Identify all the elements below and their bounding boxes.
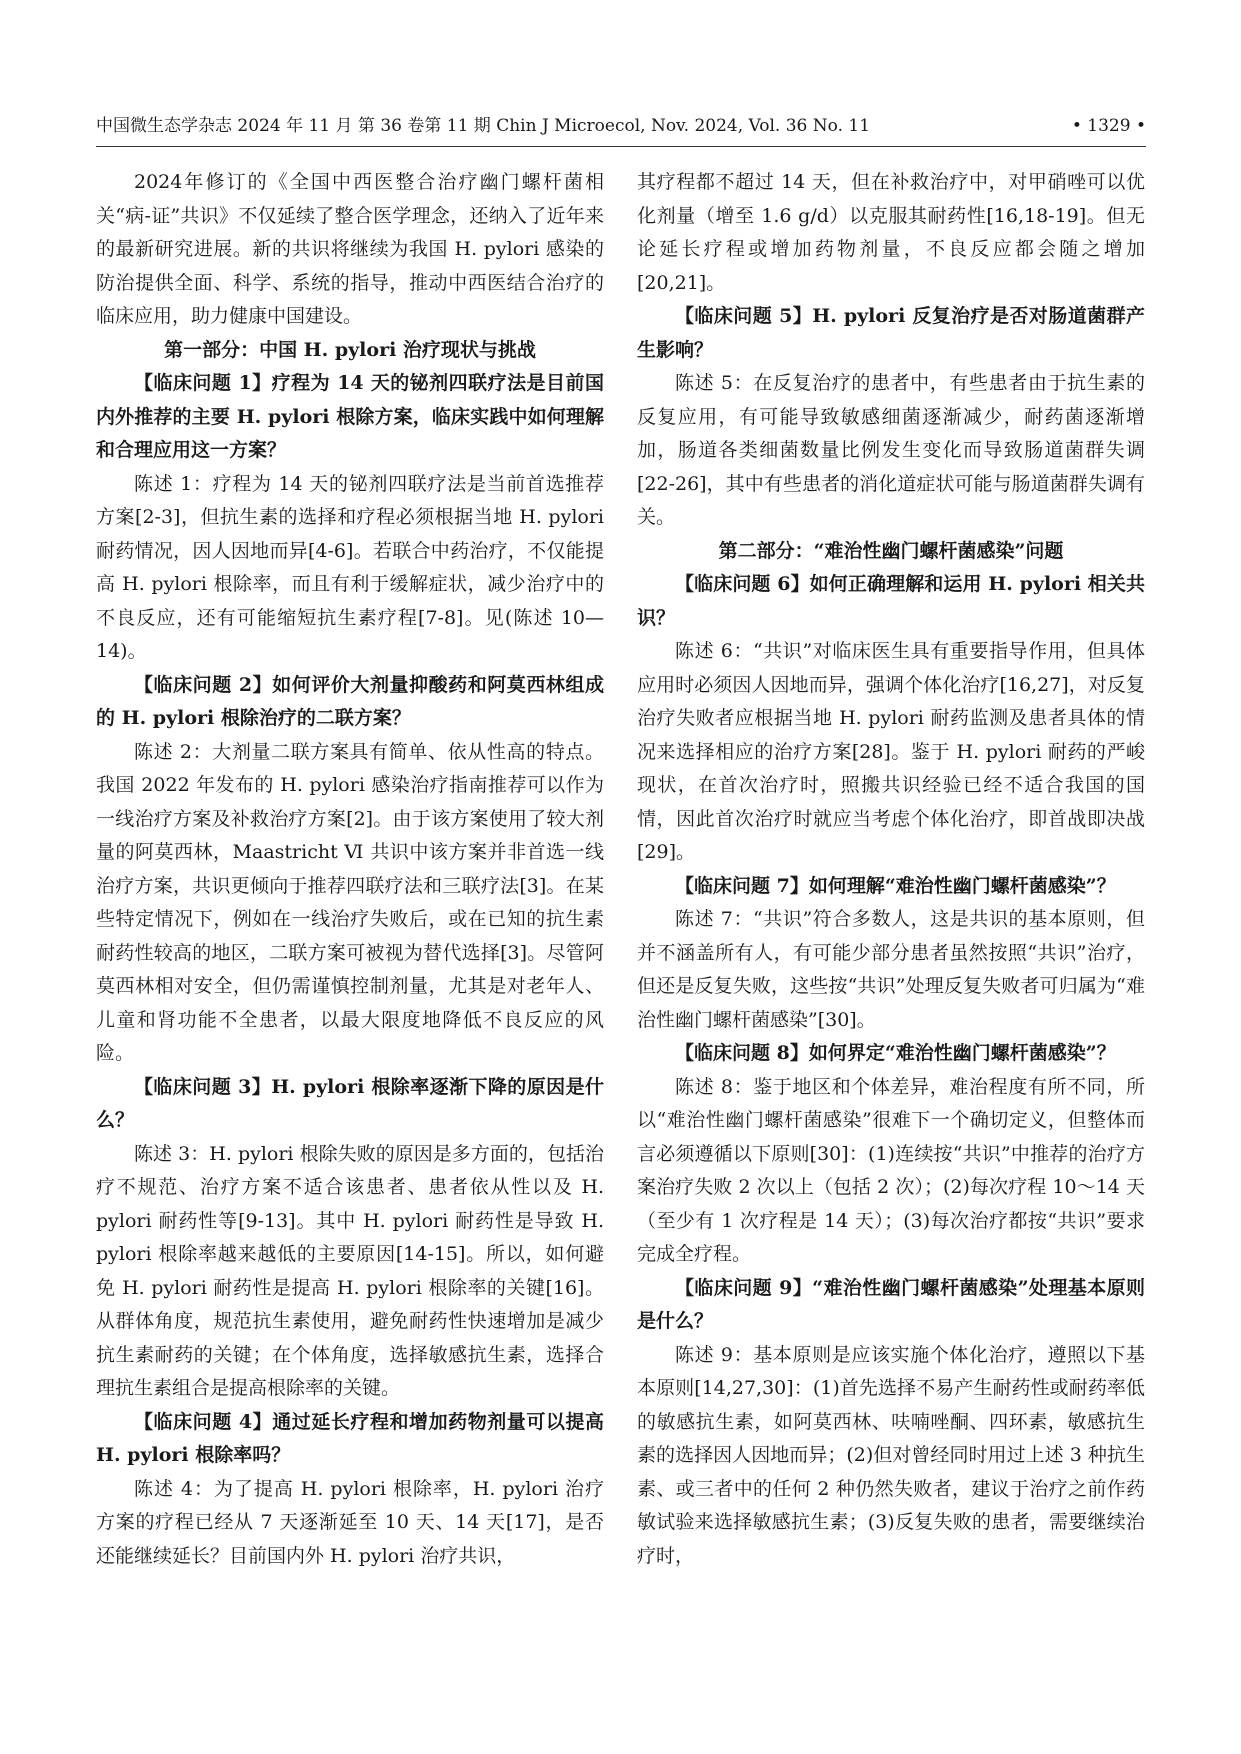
section-heading-part1: 第一部分：中国 H. pylori 治疗现状与挑战 <box>164 338 536 361</box>
statement-9: 陈述 9：基本原则是应该实施个体化治疗，遵照以下基本原则[14,27,30]：(1)首先选择不易产生耐药性或耐药率低的敏感抗生素，如阿莫西林、呋喃唑酮、四环素，敏感抗生素的选择因人因地而异；(2)但对曾经同时用过上述 3 种抗生素、或三者中的任何 2 种仍然失败者，建议于治疗之前作药敏试验来选择敏感抗生素；(3)反复失败的患者，需要继续治疗时， <box>637 1343 1145 1567</box>
clinical-question-3: 【临床问题 3】H. pylori 根除率逐渐下降的原因是什么？ <box>96 1075 604 1131</box>
clinical-question-7: 【临床问题 7】如何理解“难治性幽门螺杆菌感染”？ <box>675 874 1116 897</box>
statement-5: 陈述 5：在反复治疗的患者中，有些患者由于抗生素的反复应用，有可能导致敏感细菌逐渐减少，耐药菌逐渐增加，肠道各类细菌数量比例发生变化而导致肠道菌群失调[22-26]，其中有些患者的消化道症状可能与肠道菌群失调有关。 <box>637 372 1145 528</box>
clinical-question-2: 【临床问题 2】如何评价大剂量抑酸药和阿莫西林组成的 H. pylori 根除治疗的二联方案？ <box>96 673 604 729</box>
header-rule <box>96 146 1146 147</box>
left-column <box>96 166 604 1726</box>
statement-6: 陈述 6：“共识”对临床医生具有重要指导作用，但具体应用时必须因人因地而异，强调个体化治疗[16,27]，对反复治疗失败者应根据当地 H. pylori 耐药监测及患者具体的情况来选择相应的治疗方案[28]。鉴于 H. pylori 耐药的严峻现状，在首次治疗时，照搬共识经验已经不适合我国的国情，因此首次治疗时就应当考虑个体化治疗，即首战即决战[29]。 <box>637 640 1145 863</box>
clinical-question-6: 【临床问题 6】如何正确理解和运用 H. pylori 相关共识？ <box>637 573 1145 629</box>
intro-paragraph: 2024年修订的《全国中西医整合治疗幽门螺杆菌相关“病-证”共识》不仅延续了整合医学理念，还纳入了近年来的最新研究进展。新的共识将继续为我国 H. pylori 感染的防治提供全面、科学、系统的指导，推动中西医结合治疗的临床应用，助力健康中国建设。 <box>96 171 604 327</box>
statement-3: 陈述 3：H. pylori 根除失败的原因是多方面的，包括治疗不规范、治疗方案不适合该患者、患者依从性以及 H. pylori 耐药性等[9-13]。其中 H. pylori 耐药性是导致 H. pylori 根除率越来越低的主要原因[14-15]。所以，如何避免 H. pylori 耐药性是提高 H. pylori 根除率的关键[16]。从群体角度，规范抗生素使用，避免耐药性快速增加是减少抗生素耐药的关键；在个体角度，选择敏感抗生素，选择合理抗生素组合是提高根除率的关键。 <box>96 1142 604 1399</box>
statement-7: 陈述 7：“共识”符合多数人，这是共识的基本原则，但并不涵盖所有人，有可能少部分患者虽然按照“共识”治疗，但还是反复失败，这些按“共识”处理反复失败者可归属为“难治性幽门螺杆菌感染”[30]。 <box>637 908 1145 1031</box>
running-header <box>96 108 1146 144</box>
statement-1: 陈述 1：疗程为 14 天的铋剂四联疗法是当前首选推荐方案[2-3]，但抗生素的选择和疗程必须根据当地 H. pylori 耐药情况，因人因地而异[4-6]。若联合中药治疗，不仅能提高 H. pylori 根除率，而且有利于缓解症状，减少治疗中的不良反应，还有可能缩短抗生素疗程[7-8]。见(陈述 10—14)。 <box>96 472 604 662</box>
statement-4-continued: 其疗程都不超过 14 天，但在补救治疗中，对甲硝唑可以优化剂量（增至 1.6 g/d）以克服其耐药性[16,18-19]。但无论延长疗程或增加药物剂量，不良反应都会随之增加[20,21]。 <box>637 171 1145 294</box>
clinical-question-1: 【临床问题 1】疗程为 14 天的铋剂四联疗法是目前国内外推荐的主要 H. pylori 根除方案，临床实践中如何理解和合理应用这一方案？ <box>96 372 604 461</box>
clinical-question-8: 【临床问题 8】如何界定“难治性幽门螺杆菌感染”？ <box>675 1042 1116 1064</box>
statement-4: 陈述 4：为了提高 H. pylori 根除率，H. pylori 治疗方案的疗程已经从 7 天逐渐延至 10 天、14 天[17]，是否还能继续延长？目前国内外 H. pylori 治疗共识， <box>96 1477 604 1567</box>
section-heading-part2: 第二部分：“难治性幽门螺杆菌感染”问题 <box>718 539 1064 562</box>
journal-citation: 中国微生态学杂志 2024 年 11 月 第 36 卷第 11 期 Chin J Microecol, Nov. 2024, Vol. 36 No. 11 <box>96 116 871 136</box>
right-column <box>637 166 1145 1726</box>
clinical-question-4: 【临床问题 4】通过延长疗程和增加药物剂量可以提高 H. pylori 根除率吗？ <box>96 1410 604 1466</box>
page-number: • 1329 • <box>1071 116 1146 136</box>
clinical-question-9: 【临床问题 9】“难治性幽门螺杆菌感染”处理基本原则是什么？ <box>637 1276 1145 1332</box>
statement-2: 陈述 2：大剂量二联方案具有简单、依从性高的特点。我国 2022 年发布的 H. pylori 感染治疗指南推荐可以作为一线治疗方案及补救治疗方案[2]。由于该方案使用了较大剂量的阿莫西林，Maastricht Ⅵ 共识中该方案并非首选一线治疗方案，共识更倾向于推荐四联疗法和三联疗法[3]。在某些特定情况下，例如在一线治疗失败后，或在已知的抗生素耐药性较高的地区，二联方案可被视为替代选择[3]。尽管阿莫西林相对安全，但仍需谨慎控制剂量，尤其是对老年人、儿童和肾功能不全患者，以最大限度地降低不良反应的风险。 <box>96 740 604 1064</box>
statement-8: 陈述 8：鉴于地区和个体差异，难治程度有所不同，所以“难治性幽门螺杆菌感染”很难下一个确切定义，但整体而言必须遵循以下原则[30]：(1)连续按“共识”中推荐的治疗方案治疗失败 2 次以上（包括 2 次）；(2)每次疗程 10～14 天（至少有 1 次疗程是 14 天）；(3)每次治疗都按“共识”要求完成全疗程。 <box>637 1075 1145 1265</box>
clinical-question-5: 【临床问题 5】H. pylori 反复治疗是否对肠道菌群产生影响？ <box>637 305 1145 361</box>
